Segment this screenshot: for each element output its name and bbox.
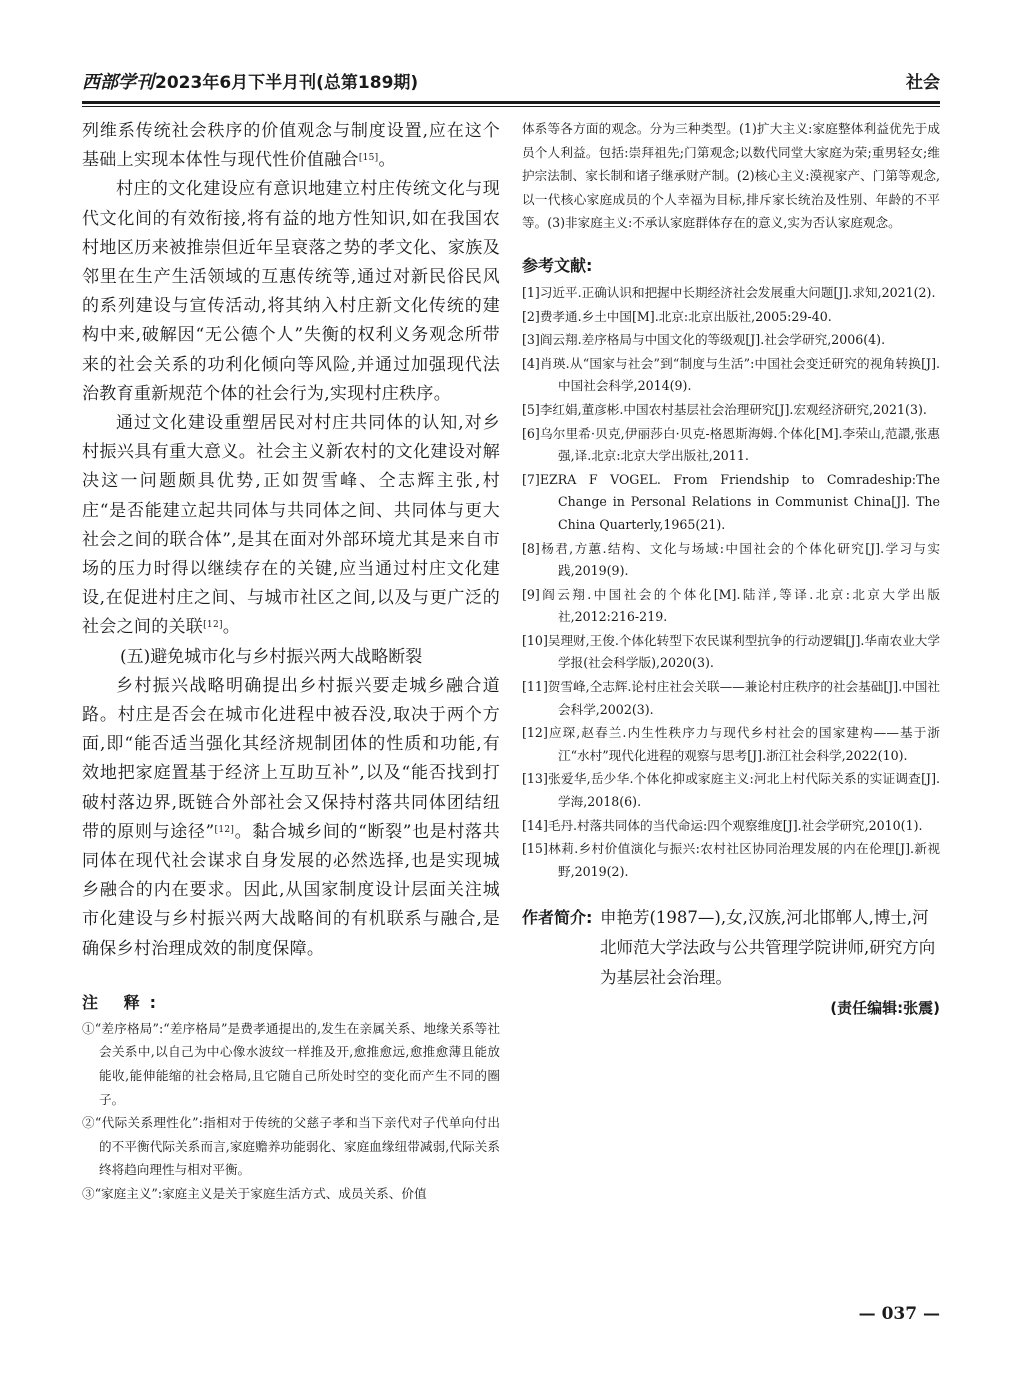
body-paragraph <box>82 672 500 964</box>
header-rule-thick <box>82 101 940 104</box>
reference-item: [8]杨君,方蕙.结构、文化与场域:中国社会的个体化研究[J].学习与实践,2019(9). <box>522 540 940 579</box>
reference-item: [4]肖瑛.从“国家与社会”到“制度与生活”:中国社会变迁研究的视角转换[J].中国社会科学,2014(9). <box>522 355 940 394</box>
section-label: 社会 <box>906 73 940 93</box>
page-header <box>82 68 940 98</box>
reference-item: [14]毛丹.村落共同体的当代命运:四个观察维度[J].社会学研究,2010(1). <box>522 817 923 833</box>
journal-logo: 西部学刊 <box>82 72 154 93</box>
note-item: ①“差序格局”:“差序格局”是费孝通提出的,发生在亲属关系、地缘关系等社会关系中,以自己为中心像水波纹一样推及开,愈推愈远,愈推愈薄且能放能收,能伸能缩的社会格局,且它随自己所处时空的变化而产生不同的圈子。 <box>82 1020 500 1107</box>
right-column <box>522 117 940 1018</box>
reference-item: [15]林莉.乡村价值演化与振兴:农村社区协同治理发展的内在伦理[J].新视野,2019(2). <box>522 841 940 879</box>
paragraph-text: 。 <box>222 617 241 638</box>
paragraph-text: 。 <box>378 150 396 171</box>
reference-item: [10]吴理财,王俊.个体化转型下农民谋利型抗争的行动逻辑[J].华南农业大学学报(社会科学版),2020(3). <box>522 632 940 671</box>
note-continuation: 体系等各方面的观念。分为三种类型。(1)扩大主义:家庭整体利益优先于成员个人利益。包括:崇拜祖先;门第观念;以数代同堂大家庭为荣;重男轻女;维护宗法制、家长制和诸子继承财产制。(2)核心主义:漠视家产、门第等观念,以一代核心家庭成员的个人幸福为目标,排斥家长统治及性别、年龄的不平等。(3)非家庭主义:不承认家庭群体存在的意义,实为否认家庭观念。 <box>522 121 940 231</box>
reference-item: [7]EZRA F VOGEL. From Friendship to Comradeship:The Change in Personal Relations in Communist China[J]. The China Quarterly,1965(21). <box>522 471 940 532</box>
issue-info: 2023年6月下半月刊(总第189期) <box>155 73 419 93</box>
page-number: — 037 — <box>858 1304 940 1324</box>
paragraph-text: 通过文化建设重塑居民对村庄共同体的认知,对乡村振兴具有重大意义。社会主义新农村的文化建设对解决这一问题颇具优势,正如贺雪峰、仝志辉主张,村庄“是否能建立起共同体与共同体之间、共同体与更大社会之间的联合体”,是其在面对外部环境尤其是来自市场的压力时得以继续存在的关键,应当通过村庄文化建设,在促进村庄之间、与城市社区之间,以及与更广泛的社会之间的关联 <box>82 413 500 638</box>
journal-header <box>82 68 418 98</box>
citation-ref: [12] <box>203 620 223 631</box>
reference-item: [5]李红娟,董彦彬.中国农村基层社会治理研究[J].宏观经济研究,2021(3). <box>522 401 927 417</box>
reference-item: [2]费孝通.乡土中国[M].北京:北京出版社,2005:29-40. <box>522 308 832 324</box>
citation-ref: [12] <box>214 824 235 835</box>
body-paragraph <box>82 409 500 643</box>
author-bio <box>522 903 940 993</box>
citation-ref: [15] <box>358 153 379 164</box>
reference-item: [3]阎云翔.差序格局与中国文化的等级观[J].社会学研究,2006(4). <box>522 332 886 348</box>
reference-item: [9]阎云翔.中国社会的个体化[M].陆洋,等译.北京:北京大学出版社,2012:216-219. <box>522 586 940 625</box>
paragraph-text: 乡村振兴战略明确提出乡村振兴要走城乡融合道路。村庄是否会在城市化进程中被吞没,取决于两个方面,即“能否适当强化其经济规制团体的性质和功能,有效地把家庭置基于经济上互助互补”,以及“能否找到打破村落边界,既链合外部社会又保持村落共同体团结纽带的原则与途径” <box>82 675 500 842</box>
paragraph-text: 列维系传统社会秩序的价值观念与制度设置,应在这个基础上实现本体性与现代性价值融合 <box>82 121 500 171</box>
reference-item: [11]贺雪峰,仝志辉.论村庄社会关联——兼论村庄秩序的社会基础[J].中国社会科学,2002(3). <box>522 679 940 717</box>
reference-item: [12]应琛,赵春兰.内生性秩序力与现代乡村社会的国家建构——基于浙江“水村”现代化进程的观察与思考[J].浙江社会科学,2022(10). <box>522 725 940 763</box>
paragraph-text: 。黏合城乡间的“断裂”也是村落共同体在现代社会谋求自身发展的必然选择,也是实现城乡融合的内在要求。因此,从国家制度设计层面关注城市化建设与乡村振兴两大战略间的有机联系与融合,是确保乡村治理成效的制度保障。 <box>82 821 501 959</box>
note-item: ③“家庭主义”:家庭主义是关于家庭生活方式、成员关系、价值 <box>82 1186 427 1202</box>
reference-item: [1]习近平.正确认识和把握中长期经济社会发展重大问题[J].求知,2021(2). <box>522 284 936 300</box>
author-bio-label: 作者简介: <box>522 908 593 928</box>
note-item: ②“代际关系理性化”:指相对于传统的父慈子孝和当下亲代对子代单向付出的不平衡代际关系而言,家庭赡养功能弱化、家庭血缘纽带减弱,代际关系终将趋向理性与相对平衡。 <box>82 1115 500 1178</box>
section-subheading: (五)避免城市化与乡村振兴两大战略断裂 <box>120 646 423 667</box>
notes-heading: 注 释: <box>82 992 166 1012</box>
body-paragraph <box>82 117 500 175</box>
responsible-editor: (责任编辑:张震) <box>830 999 940 1018</box>
left-column <box>82 117 500 1206</box>
reference-item: [6]乌尔里希·贝克,伊丽莎白·贝克-格恩斯海姆.个体化[M].李荣山,范譞,张惠强,译.北京:北京大学出版社,2011. <box>522 425 940 464</box>
author-bio-text: 申艳芳(1987—),女,汉族,河北邯郸人,博士,河北师范大学法政与公共管理学院讲师,研究方向为基层社会治理。 <box>600 908 936 988</box>
reference-item: [13]张爱华,岳少华.个体化抑或家庭主义:河北上村代际关系的实证调查[J].学海,2018(6). <box>522 771 940 810</box>
references-heading: 参考文献: <box>522 255 593 275</box>
body-paragraph: 村庄的文化建设应有意识地建立村庄传统文化与现代文化间的有效衔接,将有益的地方性知识,如在我国农村地区历来被推崇但近年呈衰落之势的孝文化、家族及邻里在生产生活领域的互惠传统等,通过对新民俗民风的系列建设与宣传活动,将其纳入村庄新文化传统的建构中来,破解因“无公德个人”失衡的权利义务观念所带来的社会关系的功利化倾向等风险,并通过加强现代法治教育重新规范个体的社会行为,实现村庄秩序。 <box>82 179 500 404</box>
header-rule-thin <box>82 106 940 107</box>
